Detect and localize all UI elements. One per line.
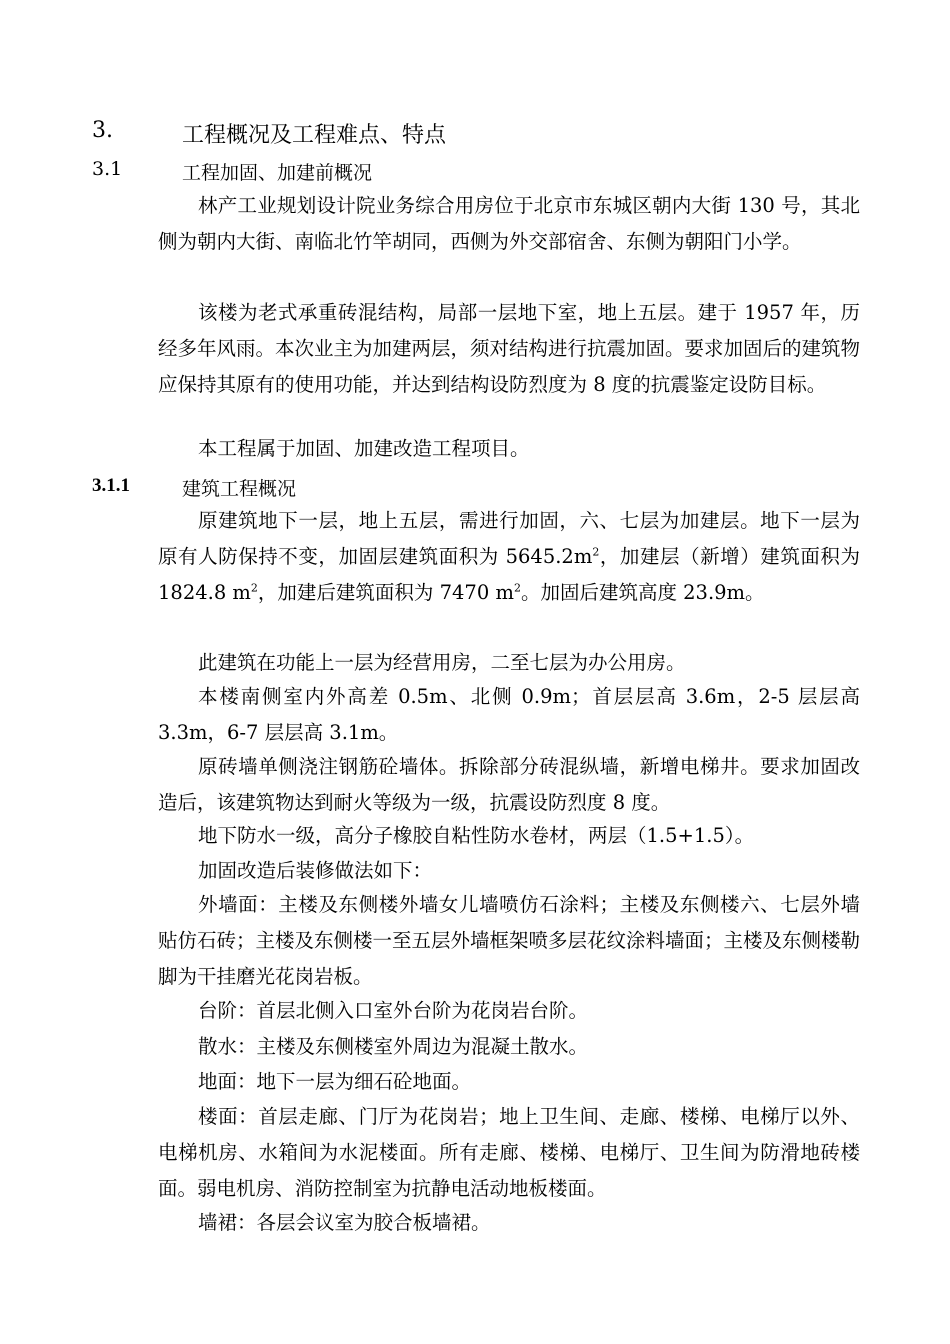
superscript-2: 2 [513,581,521,595]
area-paragraph [158,503,860,611]
subsection-title: 工程加固、加建前概况 [182,162,373,184]
section-title: 工程概况及工程难点、特点 [182,123,447,148]
intro-paragraph-project-type: 本工程属于加固、加建改造工程项目。 [198,437,530,460]
area-text-4: 。加固后建筑高度 23.9m。 [520,581,765,604]
finishes-intro-paragraph: 加固改造后装修做法如下： [198,859,433,882]
area-text-1: 原建筑地下一层，地上五层，需进行加固，六、七层为加建层。地下一层为原有人防保持不变，加固层建筑面积为 5645.2m [158,509,860,568]
exterior-wall-paragraph: 外墙面：主楼及东侧楼外墙女儿墙喷仿石涂料；主楼及东侧楼六、七层外墙贴仿石砖；主楼及东侧楼一至五层外墙框架喷多层花纹涂料墙面；主楼及东侧楼勒脚为干挂磨光花岗岩板。 [158,893,861,988]
area-text-3: ，加建后建筑面积为 7470 m [257,581,514,604]
sub-subsection-number: 3.1.1 [92,475,130,496]
intro-paragraph-structure: 该楼为老式承重砖混结构，局部一层地下室，地上五层。建于 1957 年，历经多年风雨。本次业主为加建两层，须对结构进行抗震加固。要求加固后的建筑物应保持其原有的使用功能，并达到结构设防烈度为 8 度的抗震鉴定设防目标。 [158,301,861,396]
subsection-heading [92,158,373,184]
sub-subsection-heading [92,474,297,500]
apron-paragraph: 散水：主楼及东侧楼室外周边为混凝土散水。 [198,1035,589,1058]
section-number: 3. [92,118,113,143]
floor-paragraph: 地面：地下一层为细石砼地面。 [198,1070,472,1093]
superscript-2: 2 [592,545,600,559]
superscript-2: 2 [250,581,258,595]
area-text-2: ，加建层（新增）建筑面积为 1824.8 m [158,545,860,604]
reinforcement-paragraph: 原砖墙单侧浇注钢筋砼墙体。拆除部分砖混纵墙，新增电梯井。要求加固改造后，该建筑物达到耐火等级为一级，抗震设防烈度 8 度。 [158,755,860,814]
sub-subsection-title: 建筑工程概况 [182,478,297,500]
height-paragraph: 本楼南侧室内外高差 0.5m、北侧 0.9m；首层层高 3.6m，2-5 层层高 3.3m，6-7 层层高 3.1m。 [158,685,860,744]
wainscot-paragraph: 墙裙：各层会议室为胶合板墙裙。 [198,1211,491,1234]
function-paragraph: 此建筑在功能上一层为经营用房，二至七层为办公用房。 [198,651,686,674]
waterproof-paragraph: 地下防水一级，高分子橡胶自粘性防水卷材，两层（1.5+1.5）。 [198,824,755,847]
subsection-number: 3.1 [92,158,123,180]
section-heading [92,118,447,148]
steps-paragraph: 台阶：首层北侧入口室外台阶为花岗岩台阶。 [198,999,589,1022]
intro-paragraph-location: 林产工业规划设计院业务综合用房位于北京市东城区朝内大街 130 号，其北侧为朝内大街、南临北竹竿胡同，西侧为外交部宿舍、东侧为朝阳门小学。 [158,194,860,253]
floor-surface-paragraph: 楼面：首层走廊、门厅为花岗岩；地上卫生间、走廊、楼梯、电梯厅以外、电梯机房、水箱间为水泥楼面。所有走廊、楼梯、电梯厅、卫生间为防滑地砖楼面。弱电机房、消防控制室为抗静电活动地板楼面。 [158,1105,860,1200]
